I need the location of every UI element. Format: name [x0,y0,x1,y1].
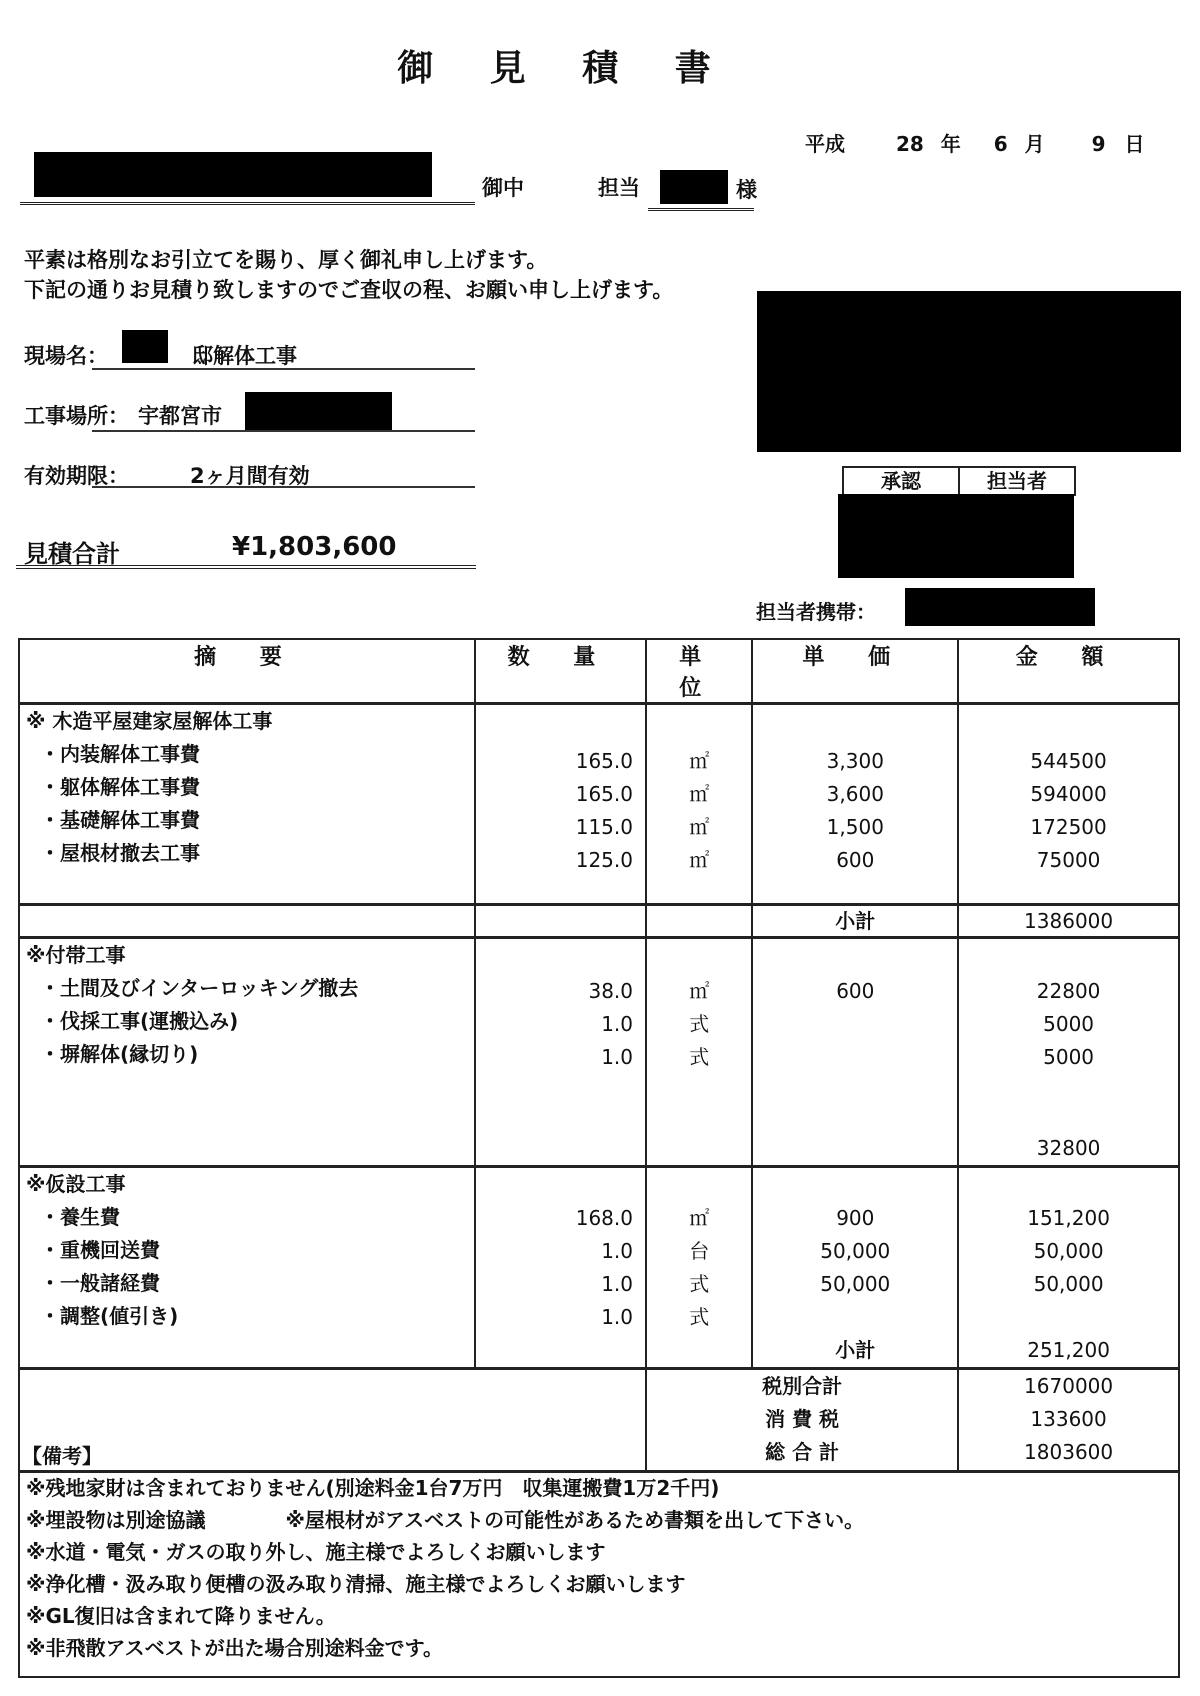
total-excl-tax-label: 税別合計 [762,1374,843,1398]
tax-label: 消 費 税 [765,1407,840,1431]
location-underline [92,430,475,432]
redacted-site-owner [122,330,168,363]
item-amount: 594000 [1030,782,1107,806]
remark-line: ※非飛散アスベストが出た場合別途料金です。 [26,1636,444,1660]
item-desc: ・基礎解体工事費 [40,808,200,832]
item-unit: 式 [689,1272,710,1296]
subtotal-value: 251,200 [1027,1338,1110,1362]
header-unit: 単 位 [646,639,752,704]
subtotal-value: 1386000 [958,905,1179,938]
item-desc: ・屋根材撤去工事 [40,841,200,865]
header-amount: 金 額 [958,639,1179,704]
item-desc: ・一般諸経費 [40,1271,160,1295]
section-temporary [19,1167,1179,1369]
stamp-box [842,466,1076,496]
item-qty: 115.0 [575,815,633,839]
item-qty: 165.0 [575,782,633,806]
item-qty: 125.0 [575,848,633,872]
total-label: 見積合計 [24,540,120,568]
item-desc: ・塀解体(縁切り) [40,1042,199,1066]
item-price: 3,600 [826,782,884,806]
header-quantity: 数 量 [475,639,646,704]
header-description: 摘 要 [19,639,475,704]
item-qty: 1.0 [601,1045,633,1069]
item-qty: 1.0 [601,1239,633,1263]
item-amount: 544500 [1030,749,1107,773]
remarks-box [18,1440,1180,1678]
redacted-company-info [757,291,1181,452]
item-amount: 172500 [1030,815,1107,839]
section-title: ※ 木造平屋建家屋解体工事 [26,709,273,733]
remark-line: ※浄化槽・汲み取り便槽の汲み取り清掃、施主様でよろしくお願いします [26,1572,686,1596]
item-price: 1,500 [826,815,884,839]
stamp-approve-label: 承認 [844,468,960,494]
validity-underline [92,486,475,488]
item-desc: ・土間及びインターロッキング撤去 [40,976,359,1000]
redacted-contact-name [660,170,728,204]
item-amount: 5000 [1043,1045,1095,1069]
redacted-mobile-number [905,588,1095,626]
item-price [753,1301,957,1334]
issue-date [805,128,1145,157]
total-value: ¥1,803,600 [232,532,397,562]
validity-label: 有効期限： [24,464,129,488]
table-header [19,639,1179,704]
date-day: 9 [1091,132,1106,156]
item-unit: 式 [689,1012,710,1036]
contact-underline [648,208,754,214]
item-amount: 75000 [1036,848,1101,872]
validity-value: 2ヶ月間有効 [190,464,310,488]
item-unit: ㎡ [689,782,710,806]
item-price: 600 [836,848,875,872]
grand-total-label: 総 合 計 [765,1440,840,1464]
item-amount: 50,000 [1033,1272,1104,1296]
item-unit: 式 [689,1045,710,1069]
item-price: 600 [836,979,875,1003]
item-price: 3,300 [826,749,884,773]
document-title: 御 見 積 書 [397,48,733,89]
total-underline [16,565,476,572]
item-qty: 1.0 [601,1305,633,1329]
section-demolition [19,704,1179,905]
site-label: 現場名： [24,344,108,368]
tax-value: 133600 [1030,1407,1107,1431]
item-qty: 165.0 [575,749,633,773]
item-amount: 50,000 [1033,1239,1104,1263]
location-label: 工事場所： [24,404,129,428]
item-desc: ・躯体解体工事費 [40,775,200,799]
recipient-suffix: 御中 [482,176,524,200]
remark-line: ※水道・電気・ガスの取り外し、施主様でよろしくお願いします [26,1540,606,1564]
item-amount: 5000 [1043,1012,1095,1036]
grand-total-value: 1803600 [1024,1440,1114,1464]
item-qty: 1.0 [601,1272,633,1296]
redacted-recipient-name [34,152,432,197]
item-price: 900 [836,1206,875,1230]
item-amount: 22800 [1036,979,1101,1003]
subtotal-label: 小計 [752,905,958,938]
date-year: 28 [895,132,924,156]
item-unit: ㎡ [689,1206,710,1230]
remark-line: ※埋設物は別途協議 ※屋根材がアスベストの可能性があるため書類を出して下さい。 [26,1508,865,1532]
item-unit: ㎡ [689,979,710,1003]
contact-suffix: 様 [736,178,757,202]
date-day-unit: 日 [1124,132,1145,156]
date-month: 6 [993,132,1008,156]
estimate-table [18,638,1180,1473]
section-ancillary [19,938,1179,1167]
subtotal-label: 小計 [835,1338,876,1362]
item-price: 50,000 [820,1272,891,1296]
subtotal-value: 32800 [1036,1136,1101,1160]
contact-label: 担当 [598,176,640,200]
item-price [753,1008,957,1041]
total-excl-tax-value: 1670000 [1024,1374,1114,1398]
item-unit: 台 [689,1239,710,1263]
date-era: 平成 [805,132,845,156]
recipient-underline [20,202,475,208]
stamp-person-label: 担当者 [987,469,1047,493]
item-unit: ㎡ [689,815,710,839]
item-price: 50,000 [820,1239,891,1263]
item-desc: ・重機回送費 [40,1238,160,1262]
item-desc: ・内装解体工事費 [40,742,200,766]
item-amount: 151,200 [1027,1206,1110,1230]
section-title: ※仮設工事 [26,1172,126,1196]
redacted-address [245,392,392,430]
subtotal-row [19,905,1179,938]
greeting-line-2: 下記の通りお見積り致しますのでご査収の程、お願い申し上げます。 [24,278,674,302]
item-desc: ・養生費 [40,1205,120,1229]
date-year-unit: 年 [940,132,961,156]
item-unit: ㎡ [689,749,710,773]
item-price [753,1041,957,1074]
site-underline [92,368,475,370]
remark-line: ※GL復旧は含まれて降りません。 [26,1604,336,1628]
item-desc: ・調整(値引き) [40,1304,179,1328]
item-amount [959,1301,1178,1334]
item-qty: 38.0 [588,979,633,1003]
header-unit-price: 単 価 [752,639,958,704]
site-value: 邸解体工事 [192,344,297,368]
greeting-line-1: 平素は格別なお引立てを賜り、厚く御礼申し上げます。 [24,248,548,272]
item-desc: ・伐採工事(運搬込み) [40,1009,239,1033]
redacted-stamps [838,494,1074,578]
location-value: 宇都宮市 [138,404,222,428]
date-month-unit: 月 [1024,132,1045,156]
section-title: ※付帯工事 [26,943,126,967]
remarks-title: 【備考】 [22,1444,102,1468]
item-unit: ㎡ [689,848,710,872]
item-qty: 1.0 [601,1012,633,1036]
mobile-label: 担当者携帯： [756,600,876,624]
item-qty: 168.0 [575,1206,633,1230]
item-unit: 式 [689,1305,710,1329]
remark-line: ※残地家財は含まれておりません(別途料金1台7万円 収集運搬費1万2千円) [26,1476,720,1500]
